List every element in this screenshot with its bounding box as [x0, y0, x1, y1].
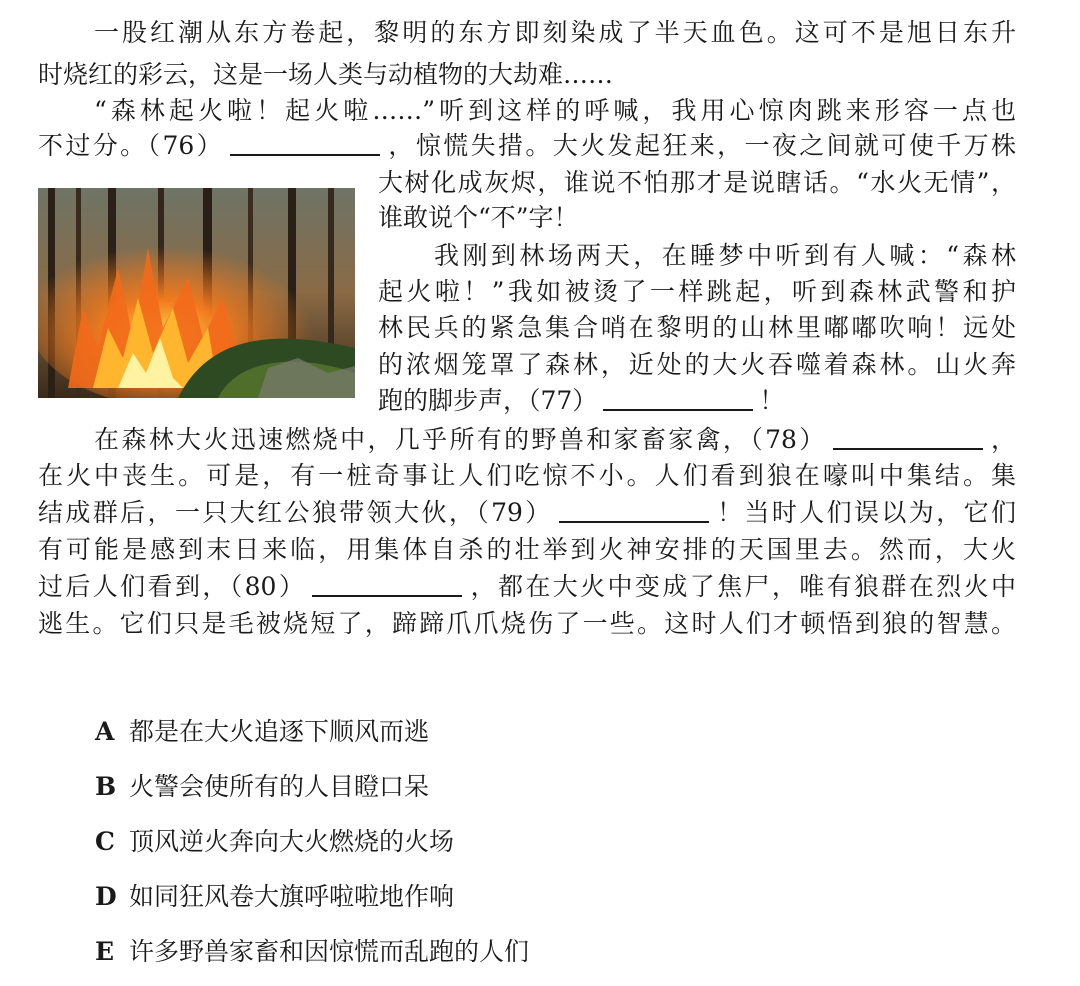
option-letter: C	[95, 827, 115, 856]
answer-blank-80	[312, 571, 462, 597]
option-text: 许多野兽家畜和因惊慌而乱跑的人们	[129, 937, 530, 966]
passage-line: 林民兵的紧急集合哨在黎明的山林里嘟嘟吹响！远处	[378, 313, 1016, 342]
option-text: 火警会使所有的人目瞪口呆	[129, 772, 430, 801]
option-letter: A	[95, 717, 115, 746]
option-e	[95, 934, 529, 970]
option-letter: B	[95, 772, 117, 801]
passage-line: 跑的脚步声，（77） ！	[378, 386, 785, 415]
passage-line: 时烧红的彩云，这是一场人类与动植物的大劫难……	[38, 60, 614, 89]
answer-blank-78	[833, 424, 983, 450]
forest-fire-photo	[38, 188, 355, 398]
passage-line: 在森林大火迅速燃烧中，几乎所有的野兽和家畜家禽，（78） ，	[94, 425, 1016, 454]
option-text: 都是在大火追逐下顺风而逃	[129, 717, 430, 746]
passage-line: 在火中丧生。可是，有一桩奇事让人们吃惊不小。人们看到狼在嚎叫中集结。集	[38, 461, 1016, 490]
passage-line: 过后人们看到，（80） ，都在大火中变成了焦尸，唯有狼群在烈火中	[38, 572, 1016, 601]
option-c	[95, 824, 454, 860]
forest-fire-image	[38, 188, 355, 398]
option-b	[95, 769, 429, 805]
passage-line: 大树化成灰烬，谁说不怕那才是说瞎话。“水火无情”，	[378, 168, 1016, 197]
passage-line: 逃生。它们只是毛被烧短了，蹄蹄爪爪烧伤了一些。这时人们才顿悟到狼的智慧。	[38, 609, 1016, 638]
answer-blank-76	[230, 130, 380, 156]
option-letter: D	[95, 882, 117, 911]
passage-line: 的浓烟笼罩了森林，近处的大火吞噬着森林。山火奔	[378, 350, 1016, 379]
passage-line: “森林起火啦！起火啦……”听到这样的呼喊，我用心惊肉跳来形容一点也	[94, 96, 1016, 125]
option-d	[95, 879, 454, 915]
passage-line: 谁敢说个“不”字！	[378, 203, 579, 232]
passage-line: 我刚到林场两天，在睡梦中听到有人喊：“森林	[434, 241, 1016, 270]
option-text: 如同狂风卷大旗呼啦啦地作响	[129, 882, 455, 911]
passage-line: 不过分。（76） ，惊慌失措。大火发起狂来，一夜之间就可使千万株	[38, 131, 1016, 160]
passage-line: 一股红潮从东方卷起，黎明的东方即刻染成了半天血色。这可不是旭日东升	[94, 18, 1016, 47]
option-a	[95, 714, 429, 750]
passage-line: 结成群后，一只大红公狼带领大伙，（79） ！当时人们误以为，它们	[38, 498, 1016, 527]
option-letter: E	[95, 937, 115, 966]
answer-blank-77	[603, 385, 753, 411]
answer-blank-79	[559, 497, 709, 523]
option-text: 顶风逆火奔向大火燃烧的火场	[129, 827, 455, 856]
passage-line: 有可能是感到末日来临，用集体自杀的壮举到火神安排的天国里去。然而，大火	[38, 535, 1016, 564]
passage-line: 起火啦！”我如被烫了一样跳起，听到森林武警和护	[378, 277, 1016, 306]
